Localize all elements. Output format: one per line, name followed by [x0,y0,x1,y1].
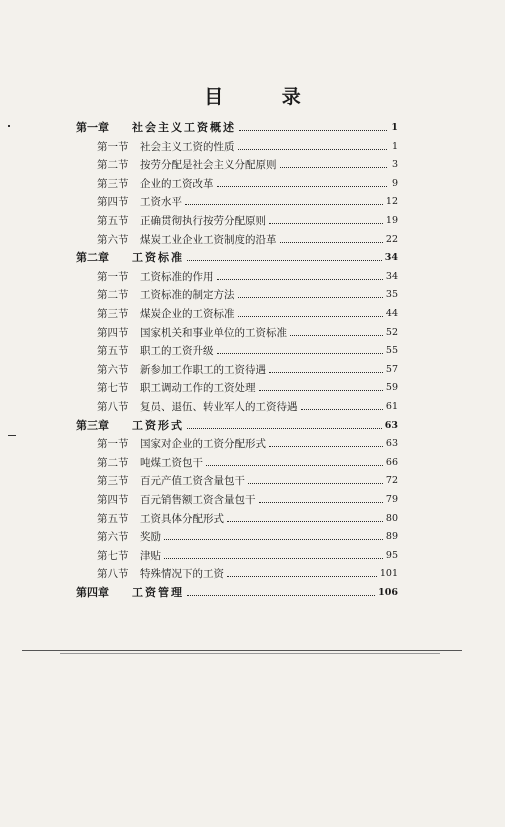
toc-leader-dots [217,278,383,280]
toc-entry-section [97,490,398,507]
toc-entry-page: 1 [391,122,398,133]
toc-entry-number: 第二节 [97,456,129,469]
toc-entry-section [97,453,398,470]
toc-entry-page: 57 [385,363,398,375]
toc-entry-title: 津贴 [140,549,161,562]
toc-entry-title: 职工的工资升级 [140,345,214,358]
toc-entry-number: 第一节 [97,270,129,283]
toc-entry-number: 第二节 [97,289,129,302]
toc-entry-title: 社会主义工资的性质 [140,140,235,153]
toc-leader-dots [217,185,388,187]
toc-entry-title: 工资管理 [132,586,184,599]
toc-entry-section [97,155,398,172]
toc-entry-number: 第六节 [97,233,129,246]
toc-entry-section [97,527,398,544]
toc-entry-title: 吨煤工资包干 [140,456,203,469]
toc-leader-dots [238,148,388,150]
toc-entry-chapter [76,118,398,135]
toc-entry-title: 工资标准的作用 [140,270,214,283]
toc-entry-page: 106 [378,587,398,598]
toc-entry-number: 第三节 [97,475,129,488]
toc-leader-dots [259,501,383,503]
toc-entry-title: 工资水平 [140,196,182,209]
toc-entry-page: 19 [385,215,398,226]
toc-entry-title: 奖励 [140,531,161,544]
toc-entry-number: 第一节 [97,140,129,153]
toc-entry-title: 工资标准 [132,251,184,265]
toc-entry-section [97,434,398,451]
toc-entry-page: 55 [385,345,398,357]
toc-entry-number: 第二章 [76,251,109,265]
toc-entry-page: 95 [385,549,398,561]
toc-leader-dots [248,482,383,484]
toc-entry-number: 第八节 [97,401,129,413]
toc-entry-page: 80 [385,512,398,524]
toc-entry-page: 66 [385,456,398,468]
toc-entry-section [97,192,398,209]
bottom-rule-secondary [60,653,440,654]
toc-entry-page: 34 [384,252,398,264]
toc-leader-dots [187,259,382,261]
toc-entry-title: 按劳分配是社会主义分配原则 [140,159,277,172]
toc-entry-page: 35 [385,289,398,301]
toc-entry-number: 第一节 [97,438,129,451]
toc-entry-section [97,509,398,526]
toc-entry-chapter [76,583,398,600]
toc-entry-title: 工资标准的制定方法 [140,289,235,302]
toc-entry-section [97,341,398,358]
toc-entry-page: 79 [385,494,398,505]
bottom-rule [22,650,462,651]
toc-leader-dots [227,575,377,577]
toc-entry-page: 1 [391,140,398,152]
toc-entry-page: 59 [385,382,398,394]
toc-entry-section [97,285,398,302]
toc-entry-section [97,211,398,228]
toc-leader-dots [238,296,383,298]
toc-entry-number: 第二节 [97,159,129,172]
toc-entry-chapter [76,248,398,265]
toc-leader-dots [187,427,382,429]
toc-entry-page: 101 [379,568,398,580]
toc-entry-section [97,137,398,154]
toc-leader-dots [206,464,383,466]
toc-entry-page: 61 [385,401,398,412]
toc-entry-number: 第五节 [97,512,129,525]
toc-leader-dots [280,166,388,168]
toc-leader-dots [187,594,375,596]
toc-entry-title: 煤炭工业企业工资制度的沿革 [140,233,277,246]
toc-entry-section [97,230,398,247]
toc-entry-number: 第四节 [97,494,129,506]
toc-entry-title: 工资形式 [132,418,184,432]
toc-leader-dots [290,334,383,336]
toc-entry-section [97,304,398,321]
toc-entry-title: 社会主义工资概述 [132,121,236,134]
toc-entry-number: 第一章 [76,121,109,134]
toc-entry-section [97,267,398,284]
toc-entry-section [97,546,398,563]
toc-entry-title: 复员、退伍、转业军人的工资待遇 [140,401,298,413]
toc-leader-dots [269,222,383,224]
scan-speck [8,125,10,127]
toc-leader-dots [280,241,383,243]
toc-entry-title: 百元产值工资含量包干 [140,475,245,488]
scan-mark [8,435,16,436]
toc-entry-number: 第五节 [97,215,129,227]
toc-entry-section [97,174,398,191]
toc-entry-number: 第四节 [97,326,129,339]
toc-entry-title: 煤炭企业的工资标准 [140,308,235,320]
toc-entry-number: 第六节 [97,363,129,376]
toc-entry-section [97,323,398,340]
toc-leader-dots [164,538,383,540]
toc-entry-title: 工资具体分配形式 [140,512,224,525]
toc-entry-section [97,397,398,414]
toc-entry-page: 9 [391,177,398,189]
toc-entry-title: 国家机关和事业单位的工资标准 [140,326,287,339]
toc-entry-page: 3 [391,159,398,171]
toc-entry-number: 第七节 [97,382,129,395]
toc-entry-section [97,564,398,581]
toc-entry-title: 特殊情况下的工资 [140,568,224,581]
toc-entry-number: 第六节 [97,531,129,544]
toc-entry-page: 22 [385,233,398,245]
toc-entry-title: 百元销售额工资含量包干 [140,494,256,506]
toc-leader-dots [217,352,383,354]
toc-entry-number: 第七节 [97,549,129,562]
toc-entry-section [97,471,398,488]
toc-leader-dots [185,203,383,205]
toc-entry-page: 72 [385,475,398,487]
toc-entry-page: 12 [385,196,398,208]
toc-leader-dots [238,315,383,317]
toc-entry-number: 第三节 [97,308,129,320]
toc-entry-page: 63 [385,438,398,450]
toc-leader-dots [269,445,383,447]
toc-leader-dots [259,389,383,391]
page-title: 目 录 [204,86,327,108]
toc-leader-dots [301,408,383,410]
toc-entry-title: 职工调动工作的工资处理 [140,382,256,395]
toc-entry-title: 正确贯彻执行按劳分配原则 [140,215,266,227]
toc-entry-number: 第四章 [76,586,109,599]
toc-entry-title: 新参加工作职工的工资待遇 [140,363,266,376]
toc-entry-title: 企业的工资改革 [140,177,214,190]
toc-leader-dots [164,557,383,559]
toc-entry-section [97,378,398,395]
toc-leader-dots [239,129,387,131]
toc-leader-dots [227,520,383,522]
toc-entry-page: 89 [385,531,398,543]
toc-entry-number: 第八节 [97,568,129,581]
toc-entry-number: 第三章 [76,418,109,432]
toc-entry-page: 52 [385,326,398,338]
toc-entry-number: 第五节 [97,345,129,358]
toc-entry-page: 63 [384,419,398,431]
toc-entry-number: 第四节 [97,196,129,209]
toc-entry-page: 34 [385,270,398,282]
toc-entry-section [97,360,398,377]
toc-entry-chapter [76,416,398,433]
toc-entry-page: 44 [385,308,398,319]
toc-entry-number: 第三节 [97,177,129,190]
toc-leader-dots [269,371,383,373]
toc-entry-title: 国家对企业的工资分配形式 [140,438,266,451]
